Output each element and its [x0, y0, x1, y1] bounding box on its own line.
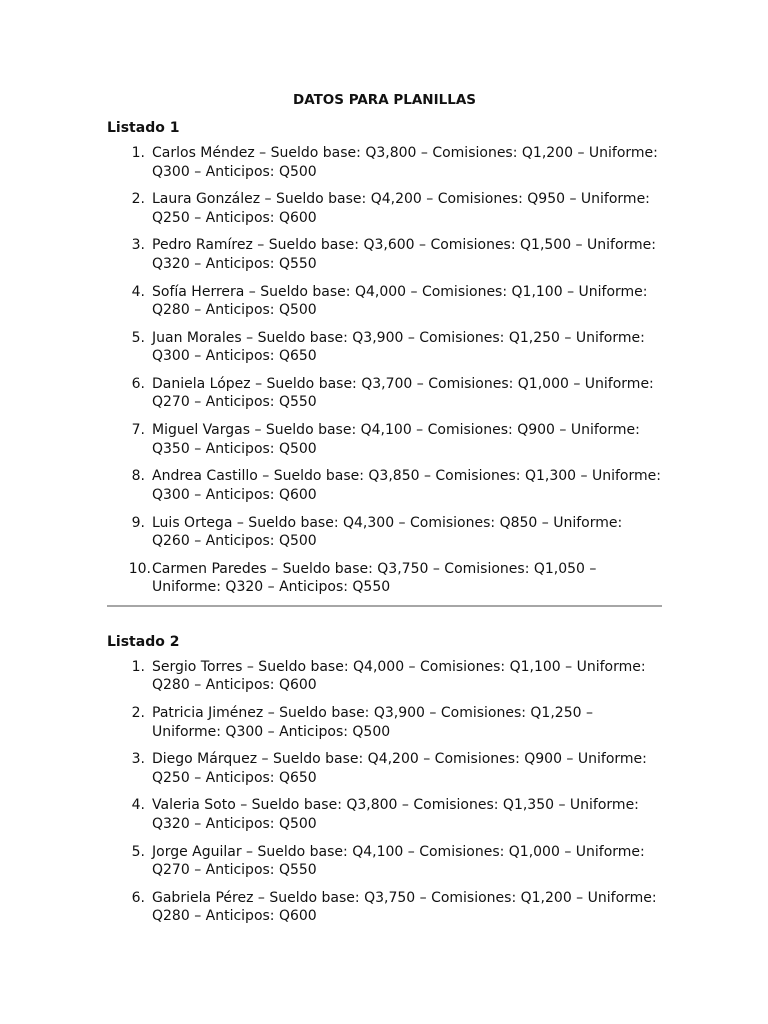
item-text: Sofía Herrera – Sueldo base: Q4,000 – Comisiones: Q1,100 – Uniforme: Q280 – Anticipos: Q500	[152, 283, 648, 319]
list-item	[107, 283, 662, 320]
item-text: Juan Morales – Sueldo base: Q3,900 – Comisiones: Q1,250 – Uniforme: Q300 – Anticipos: Q650	[152, 329, 645, 365]
list-item	[107, 190, 662, 227]
item-text: Miguel Vargas – Sueldo base: Q4,100 – Comisiones: Q900 – Uniforme: Q350 – Anticipos: Q500	[152, 422, 640, 457]
section-listado-2	[107, 632, 662, 926]
section-heading: Listado 2	[107, 633, 180, 650]
item-number: 4.	[131, 283, 145, 300]
list-item	[107, 750, 662, 787]
list-item	[107, 658, 662, 695]
document-page	[107, 90, 662, 935]
item-number: 7.	[131, 422, 145, 439]
item-number: 5.	[131, 329, 145, 346]
item-text: Jorge Aguilar – Sueldo base: Q4,100 – Comisiones: Q1,000 – Uniforme: Q270 – Anticipos: Q550	[152, 843, 645, 879]
item-text: Sergio Torres – Sueldo base: Q4,000 – Comisiones: Q1,100 – Uniforme: Q280 – Anticipos: Q600	[152, 658, 646, 694]
item-text: Luis Ortega – Sueldo base: Q4,300 – Comisiones: Q850 – Uniforme: Q260 – Anticipos: Q500	[152, 514, 623, 549]
list-item	[107, 467, 662, 504]
employee-list	[107, 658, 662, 926]
list-item	[107, 889, 662, 926]
list-item	[107, 560, 662, 597]
item-number: 8.	[131, 468, 145, 485]
item-text: Diego Márquez – Sueldo base: Q4,200 – Comisiones: Q900 – Uniforme: Q250 – Anticipos: Q650	[152, 751, 647, 786]
item-number: 1.	[131, 145, 145, 161]
section-divider	[107, 605, 662, 607]
document-title: DATOS PARA PLANILLAS	[292, 92, 476, 108]
item-number: 4.	[131, 797, 145, 814]
item-text: Carmen Paredes – Sueldo base: Q3,750 – Comisiones: Q1,050 – Uniforme: Q320 – Anticipos: Q550	[152, 560, 597, 596]
list-item	[107, 704, 662, 741]
list-item	[107, 375, 662, 412]
section-heading: Listado 1	[107, 120, 180, 136]
item-text: Andrea Castillo – Sueldo base: Q3,850 – Comisiones: Q1,300 – Uniforme: Q300 – Anticipos: Q600	[152, 468, 661, 503]
list-item	[107, 843, 662, 880]
list-item	[107, 236, 662, 273]
item-text: Laura González – Sueldo base: Q4,200 – Comisiones: Q950 – Uniforme: Q250 – Anticipos: Q600	[152, 191, 650, 226]
item-text: Gabriela Pérez – Sueldo base: Q3,750 – Comisiones: Q1,200 – Uniforme: Q280 – Anticipos: Q600	[152, 889, 657, 925]
item-text: Valeria Soto – Sueldo base: Q3,800 – Comisiones: Q1,350 – Uniforme: Q320 – Anticipos: Q500	[152, 797, 639, 832]
list-item	[107, 514, 662, 551]
list-item	[107, 144, 662, 181]
list-item	[107, 421, 662, 458]
item-number: 9.	[131, 514, 145, 531]
item-text: Carlos Méndez – Sueldo base: Q3,800 – Comisiones: Q1,200 – Uniforme: Q300 – Anticipos: Q500	[152, 145, 658, 180]
list-item	[107, 329, 662, 366]
item-number: 3.	[131, 237, 145, 254]
item-number: 3.	[131, 751, 145, 768]
item-text: Daniela López – Sueldo base: Q3,700 – Comisiones: Q1,000 – Uniforme: Q270 – Anticipos: Q550	[152, 375, 654, 411]
item-number: 5.	[131, 843, 145, 860]
item-number: 10.	[128, 560, 151, 577]
item-text: Pedro Ramírez – Sueldo base: Q3,600 – Comisiones: Q1,500 – Uniforme: Q320 – Anticipos: Q550	[152, 237, 656, 272]
employee-list	[107, 144, 662, 597]
item-number: 2.	[131, 705, 145, 722]
item-number: 6.	[131, 375, 145, 392]
list-item	[107, 796, 662, 833]
section-listado-1	[107, 118, 662, 597]
item-number: 6.	[131, 889, 145, 906]
item-number: 2.	[131, 191, 145, 208]
item-text: Patricia Jiménez – Sueldo base: Q3,900 – Comisiones: Q1,250 – Uniforme: Q300 – Anticipos: Q500	[152, 705, 593, 740]
item-number: 1.	[131, 658, 145, 675]
